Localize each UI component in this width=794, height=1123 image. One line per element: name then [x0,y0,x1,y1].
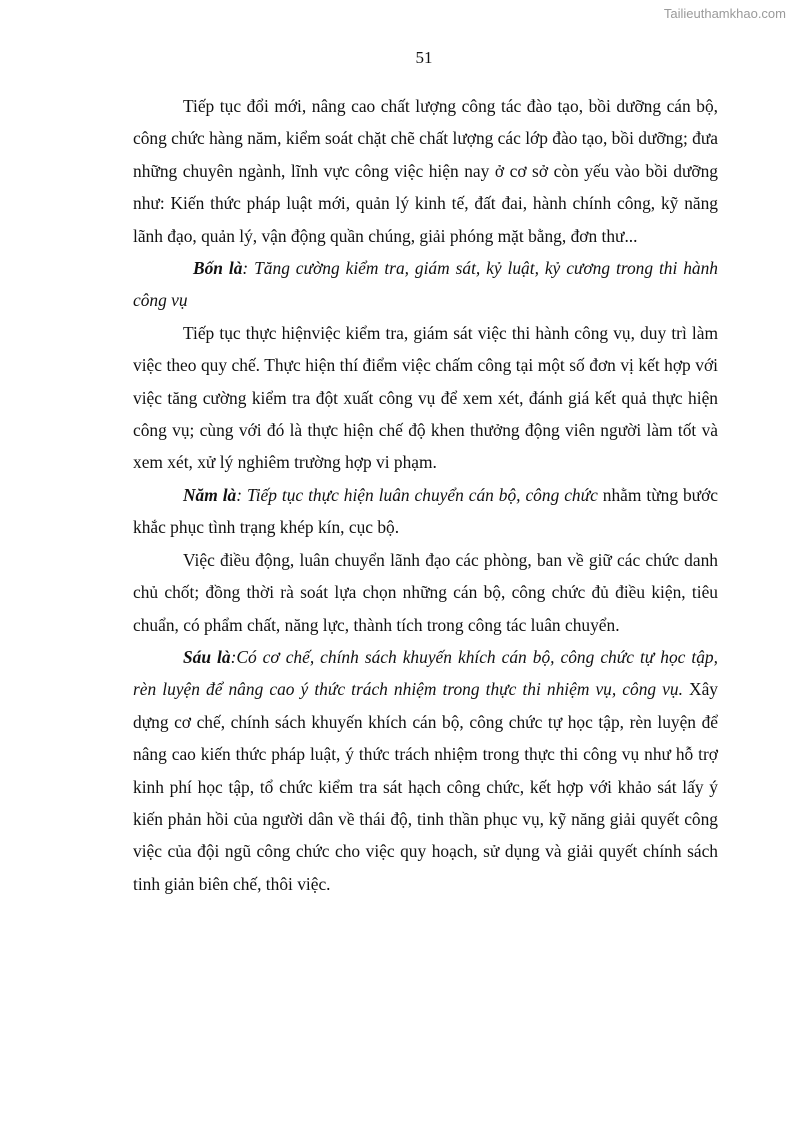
heading-lead: Sáu là [183,646,231,667]
paragraph-1: Tiếp tục đổi mới, nâng cao chất lượng công tác đào tạo, bồi dưỡng cán bộ, công chức hàng năm, kiểm soát chặt chẽ chất lượng các lớp đào tạo, bồi dưỡng; đưa những chuyên ngành, lĩnh vực công việc hiện nay ở cơ sở còn yếu vào bồi dưỡng như: Kiến thức pháp luật mới, quản lý kinh tế, đất đai, hành chính công, kỹ năng lãnh đạo, quản lý, vận động quần chúng, giải phóng mặt bằng, đơn thư... [133,96,718,246]
paragraph-2: Tiếp tục thực hiệnviệc kiểm tra, giám sát việc thi hành công vụ, duy trì làm việc theo quy chế. Thực hiện thí điểm việc chấm công tại một số đơn vị kết hợp với việc tăng cường kiểm tra đột xuất công vụ để xem xét, đánh giá kết quả thực hiện công vụ; cùng với đó là thực hiện chế độ khen thưởng động viên người làm tốt và xem xét, xử lý nghiêm trường hợp vi phạm. [133,322,718,473]
heading-text: : Tăng cường kiểm tra, giám sát, kỷ luật, kỷ cương trong thi hành công vụ [133,258,719,311]
heading-nam-la [133,479,718,544]
heading-lead: Năm là [183,484,237,505]
heading-lead: Bốn là [193,258,243,279]
heading-sau-la [133,641,718,900]
paragraph-4: Xây dựng cơ chế, chính sách khuyến khích cán bộ, công chức tự học tập, rèn luyện để nâng cao kiến thức pháp luật, ý thức trách nhiệm trong thực thi công vụ như hỗ trợ kinh phí học tập, tổ chức kiểm tra sát hạch công chức, kết hợp với khảo sát lấy ý kiến phản hồi của người dân về thái độ, tinh thần phục vụ, kỹ năng giải quyết công việc của đội ngũ công chức cho việc quy hoạch, sử dụng và giải quyết chính sách tinh giản biên chế, thôi việc. [133,679,718,894]
paragraph-3: Việc điều động, luân chuyển lãnh đạo các phòng, ban về giữ các chức danh chủ chốt; đồng thời rà soát lựa chọn những cán bộ, công chức đủ điều kiện, tiêu chuẩn, có phẩm chất, năng lực, thành tích trong công tác luân chuyển. [133,549,718,635]
document-body [133,90,718,900]
heading-text: : Tiếp tục thực hiện luân chuyển cán bộ, công chức [236,484,598,505]
heading-bon-la [133,252,718,317]
heading-text: :Có cơ chế, chính sách khuyến khích cán bộ, công chức tự học tập, rèn luyện để nâng cao ý thức trách nhiệm trong thực thi nhiệm vụ, công vụ. [133,646,718,700]
page-number: 51 [415,48,433,67]
heading-continuation: nhằm từng bước khắc phục tình trạng khép kín, cục bộ. [133,484,719,538]
watermark-text: Tailieuthamkhao.com [663,6,786,21]
